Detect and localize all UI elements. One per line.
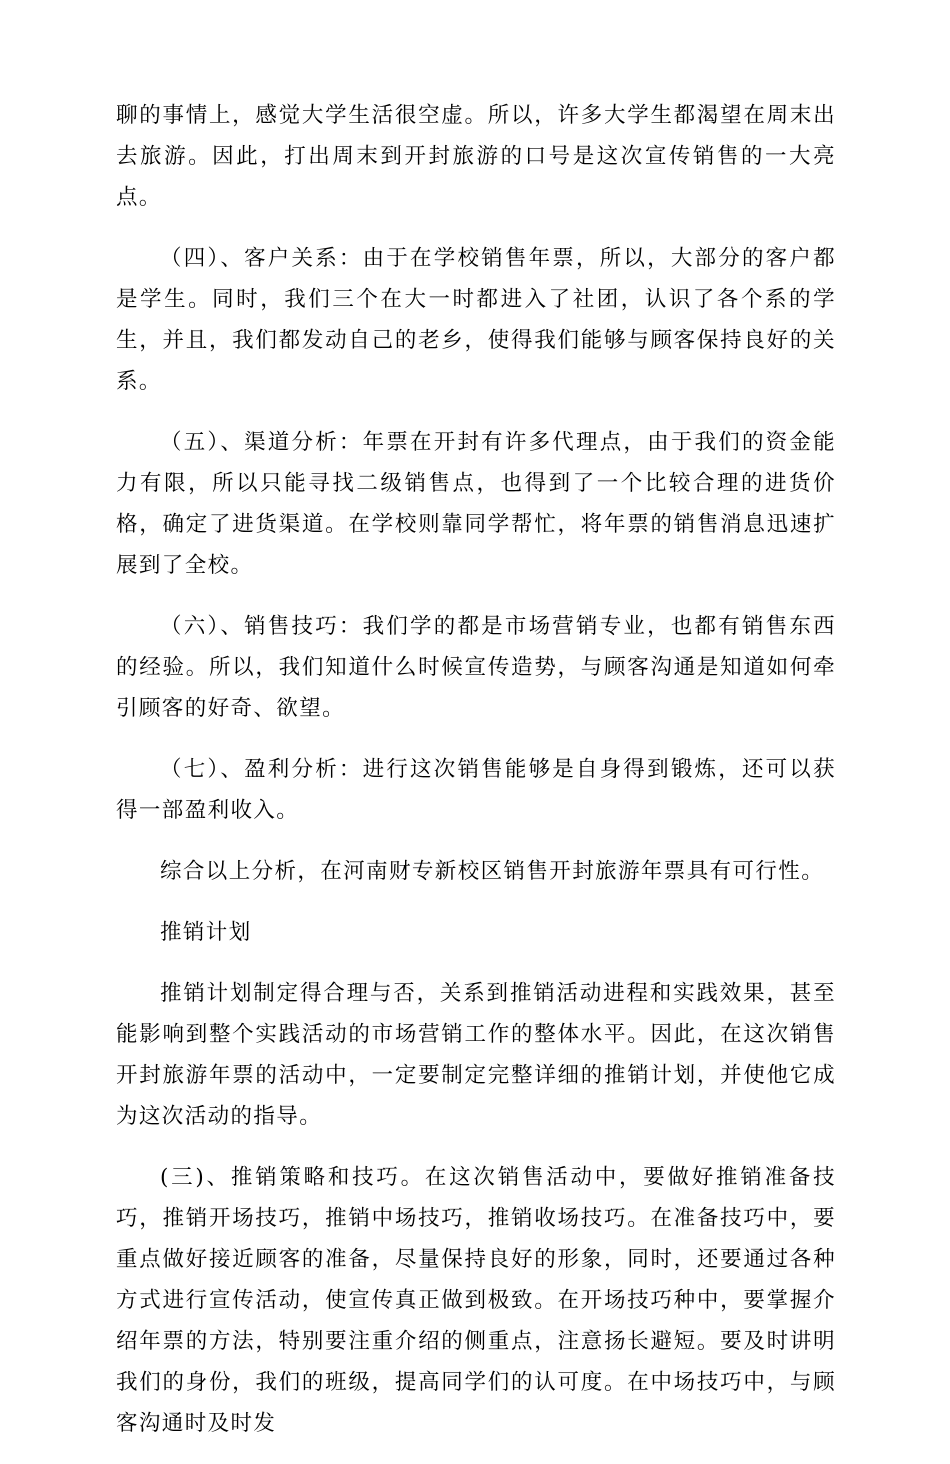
paragraph-profit-analysis: （七）、盈利分析：进行这次销售能够是自身得到锻炼，还可以获得一部盈利收入。: [116, 757, 836, 823]
document-page: [116, 95, 836, 1464]
paragraph-sales-skills: （六）、销售技巧：我们学的都是市场营销专业，也都有销售东西的经验。所以，我们知道什么时候宣传造势，与顾客沟通是知道如何牵引顾客的好奇、欲望。: [116, 614, 836, 721]
section-heading-sales-plan: 推销计划: [160, 920, 252, 945]
paragraph-customer-relations: （四）、客户关系：由于在学校销售年票，所以，大部分的客户都是学生。同时，我们三个在大一时都进入了社团，认识了各个系的学生，并且，我们都发动自己的老乡，使得我们能够与顾客保持良好的关系。: [116, 246, 836, 394]
paragraph-conclusion: 综合以上分析，在河南财专新校区销售开封旅游年票具有可行性。: [160, 859, 825, 884]
paragraph-sales-strategy: (三)、推销策略和技巧。在这次销售活动中，要做好推销准备技巧，推销开场技巧，推销中场技巧，推销收场技巧。在准备技巧中，要重点做好接近顾客的准备，尽量保持良好的形象，同时，还要通过各种方式进行宣传活动，使宣传真正做到极致。在开场技巧种中，要掌握介绍年票的方法，特别要注重介绍的侧重点，注意扬长避短。要及时讲明我们的身份，我们的班级，提高同学们的认可度。在中场技巧中，与顾客沟通时及时发: [116, 1165, 836, 1436]
paragraph-channel-analysis: （五）、渠道分析：年票在开封有许多代理点，由于我们的资金能力有限，所以只能寻找二级销售点，也得到了一个比较合理的进货价格，确定了进货渠道。在学校则靠同学帮忙，将年票的销售消息迅速扩展到了全校。: [116, 430, 836, 578]
paragraph-continuation: 聊的事情上，感觉大学生活很空虚。所以，许多大学生都渴望在周末出去旅游。因此，打出周末到开封旅游的口号是这次宣传销售的一大亮点。: [116, 103, 836, 210]
paragraph-sales-plan-intro: 推销计划制定得合理与否，关系到推销活动进程和实践效果，甚至能影响到整个实践活动的市场营销工作的整体水平。因此，在这次销售开封旅游年票的活动中，一定要制定完整详细的推销计划，并使他它成为这次活动的指导。: [116, 981, 836, 1129]
